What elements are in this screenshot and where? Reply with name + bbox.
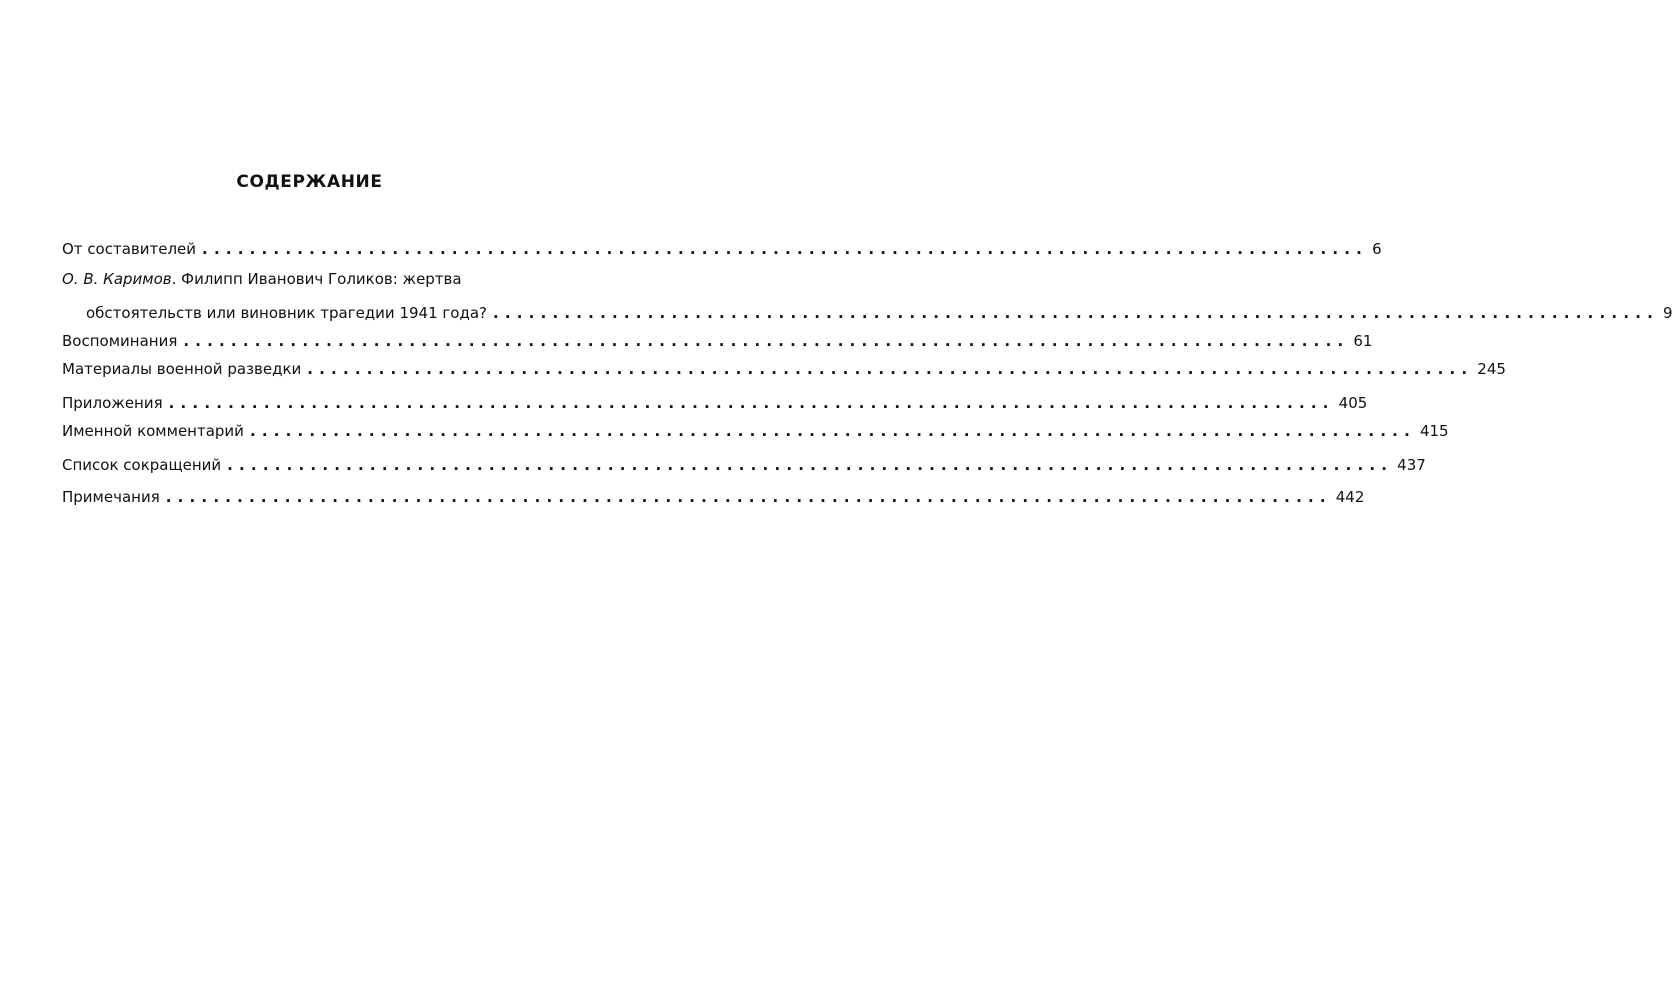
toc-entry-page: 245: [1477, 360, 1506, 378]
dot-leader: ..................................................................................................: [492, 304, 1660, 322]
toc-entry-notes: [62, 482, 1365, 512]
toc-entry-title: Список сокращений: [62, 456, 222, 474]
toc-entry-author: О. В. Каримов: [62, 270, 172, 288]
dot-leader: ..................................................................................................: [183, 332, 1350, 350]
toc-entry-page: 405: [1338, 394, 1368, 412]
toc-entry-karimov-line1: [62, 264, 538, 294]
toc-entry-title: От составителей: [62, 240, 197, 258]
toc-entry-page: 437: [1397, 456, 1426, 474]
toc-entry-title: . Филипп Иванович Голиков: жертва: [171, 270, 462, 288]
dot-leader: ..................................................................................................: [165, 488, 1332, 506]
toc-entry-appendices: [62, 388, 1368, 418]
toc-entry-page: 9: [1663, 304, 1673, 322]
toc-entry-page: 6: [1372, 240, 1382, 258]
toc-entry-title-continued: обстоятельств или виновник трагедии 1941 года?: [86, 304, 487, 322]
toc-entry-title: Приложения: [62, 394, 163, 412]
dot-leader: ..................................................................................................: [202, 240, 1369, 258]
contents-heading: СОДЕРЖАНИЕ: [236, 172, 383, 192]
toc-entry-title: Именной комментарий: [62, 422, 244, 440]
toc-entry-karimov-line2: [62, 298, 1673, 328]
toc-entry-abbreviations: [62, 450, 1426, 480]
dot-leader: ..................................................................................................: [227, 456, 1394, 474]
toc-entry-from-compilers: [62, 234, 1382, 264]
toc-entry-title: Примечания: [62, 488, 160, 506]
dot-leader: ..................................................................................................: [249, 422, 1416, 440]
toc-entry-title: Воспоминания: [62, 332, 178, 350]
toc-entry-page: 442: [1335, 488, 1365, 506]
toc-entry-page: 415: [1419, 422, 1449, 440]
dot-leader: ..................................................................................................: [307, 360, 1474, 378]
dot-leader: ..................................................................................................: [168, 394, 1335, 412]
toc-entry-name-commentary: [62, 416, 1449, 446]
toc-entry-intelligence-materials: [62, 354, 1506, 384]
toc-entry-memoirs: [62, 326, 1373, 356]
toc-entry-page: 61: [1353, 332, 1373, 350]
toc-entry-title: Материалы военной разведки: [62, 360, 302, 378]
